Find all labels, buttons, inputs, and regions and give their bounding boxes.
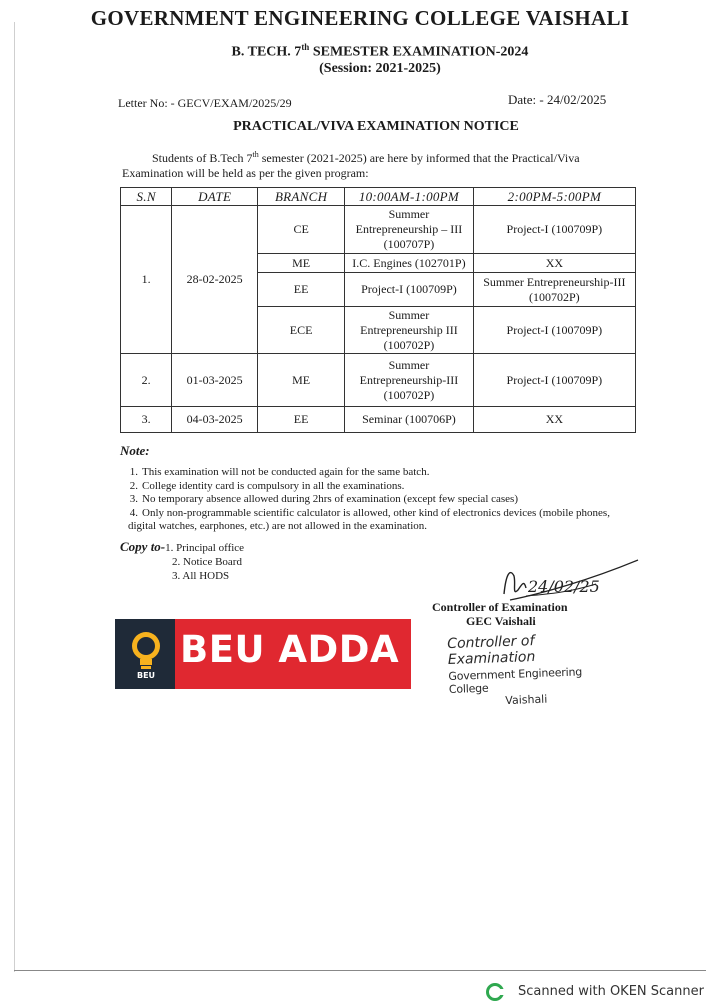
cell-sn: 1. bbox=[121, 206, 172, 354]
cell-morning: I.C. Engines (102701P) bbox=[345, 254, 474, 273]
session-label: (Session: 2021-2025) bbox=[319, 61, 441, 76]
note-item: 3. No temporary absence allowed during 2hrs of examination (except few special cases) bbox=[129, 493, 518, 505]
table-row bbox=[121, 354, 636, 407]
page-edge bbox=[14, 22, 15, 972]
notes-label: Note: bbox=[120, 443, 150, 458]
svg-text:24/02/25: 24/02/25 bbox=[528, 577, 600, 596]
cell-branch: EE bbox=[258, 273, 345, 307]
letter-number: Letter No: - GECV/EXAM/2025/29 bbox=[118, 96, 292, 110]
cell-afternoon: Summer Entrepreneurship-III (100702P) bbox=[473, 273, 635, 307]
controller-college: GEC Vaishali bbox=[466, 614, 536, 628]
cell-morning: Summer Entrepreneurship III (100702P) bbox=[345, 307, 474, 354]
controller-title: Controller of Examination bbox=[432, 600, 568, 614]
note-item: 4. Only non-programmable scientific calculator is allowed, other kind of electronics devices (mobile phones, digital watches, earphones, etc.) are not allowed in the examination. bbox=[128, 506, 610, 532]
cell-afternoon: XX bbox=[473, 407, 635, 433]
notice-date: Date: - 24/02/2025 bbox=[508, 92, 607, 107]
controller-signature-block bbox=[432, 600, 568, 628]
cell-afternoon: XX bbox=[473, 254, 635, 273]
cell-branch: ECE bbox=[258, 307, 345, 354]
cell-branch: EE bbox=[258, 407, 345, 433]
watermark-brand-text: BEU ADDA bbox=[180, 628, 400, 671]
exam-title: B. TECH. 7th SEMESTER EXAMINATION-2024 bbox=[231, 42, 529, 60]
cell-morning: Summer Entrepreneurship-III (100702P) bbox=[345, 354, 474, 407]
table-header-row bbox=[121, 188, 636, 206]
cell-sn: 2. bbox=[121, 354, 172, 407]
note-item: 2. College identity card is compulsory in all the examinations. bbox=[129, 479, 405, 492]
cell-date: 04-03-2025 bbox=[172, 407, 258, 433]
bottom-divider bbox=[14, 970, 706, 971]
copy-to-label: Copy to- bbox=[120, 539, 166, 554]
scanner-logo-icon bbox=[486, 983, 506, 1001]
header-morning-slot: 10:00AM-1:00PM bbox=[345, 188, 474, 206]
cell-branch: ME bbox=[258, 254, 345, 273]
header-date: DATE bbox=[172, 188, 258, 206]
header-branch: BRANCH bbox=[258, 188, 345, 206]
lightbulb-icon bbox=[128, 628, 164, 680]
note-item: 1. This examination will not be conducted again for the same batch. bbox=[129, 466, 430, 478]
copy-to-item: 1. Principal office bbox=[165, 542, 245, 554]
official-stamp: Controller of Examination Government Engineering College Vaishali bbox=[447, 633, 583, 708]
cell-branch: CE bbox=[258, 206, 345, 254]
header-afternoon-slot: 2:00PM-5:00PM bbox=[473, 188, 635, 206]
cell-date: 28-02-2025 bbox=[172, 206, 258, 354]
header-sn: S.N bbox=[121, 188, 172, 206]
notice-intro: Students of B.Tech 7th semester (2021-2025) are here by informed that the Practical/Viva Examination will be held as per the given program: bbox=[122, 150, 580, 180]
cell-morning: Summer Entrepreneurship – III (100707P) bbox=[345, 206, 474, 254]
cell-afternoon: Project-I (100709P) bbox=[473, 206, 635, 254]
cell-date: 01-03-2025 bbox=[172, 354, 258, 407]
cell-branch: ME bbox=[258, 354, 345, 407]
college-title: GOVERNMENT ENGINEERING COLLEGE VAISHALI bbox=[90, 6, 630, 30]
cell-afternoon: Project-I (100709P) bbox=[473, 307, 635, 354]
svg-text:BEU: BEU bbox=[136, 671, 156, 680]
notes-list bbox=[120, 466, 640, 534]
cell-sn: 3. bbox=[121, 407, 172, 433]
copy-to-item: 2. Notice Board bbox=[172, 556, 242, 568]
notice-heading: PRACTICAL/VIVA EXAMINATION NOTICE bbox=[233, 119, 519, 134]
exam-schedule-table bbox=[120, 187, 636, 433]
copy-to-block bbox=[120, 540, 244, 583]
copy-to-item: 3. All HODS bbox=[172, 570, 230, 582]
scanner-watermark-label: Scanned with OKEN Scanner bbox=[518, 984, 704, 999]
cell-morning: Seminar (100706P) bbox=[345, 407, 474, 433]
table-row bbox=[121, 206, 636, 254]
cell-afternoon: Project-I (100709P) bbox=[473, 354, 635, 407]
table-row bbox=[121, 407, 636, 433]
cell-morning: Project-I (100709P) bbox=[345, 273, 474, 307]
